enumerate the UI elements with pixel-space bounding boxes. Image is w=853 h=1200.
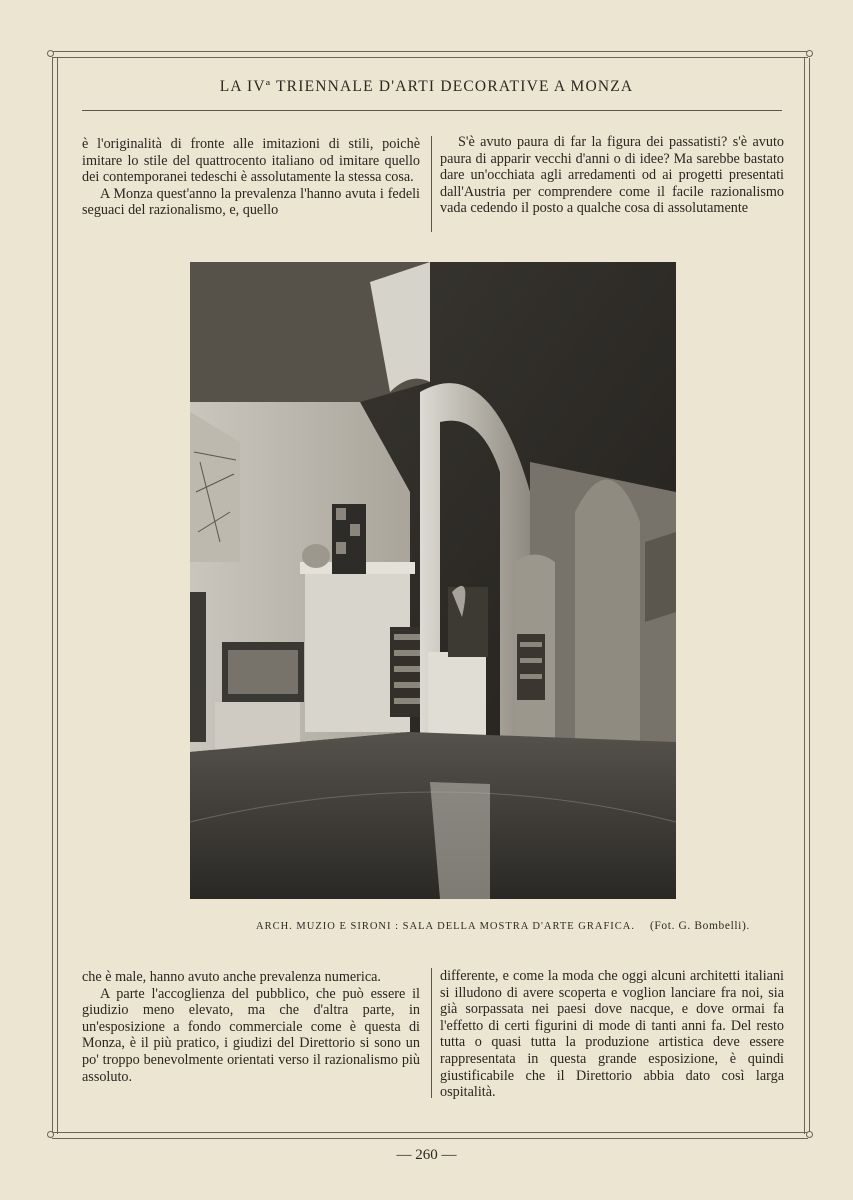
exhibition-photograph — [190, 262, 676, 899]
paragraph: A parte l'accoglienza del pubblico, che può essere il giudizio meno elevato, ma che d'altra parte, in un'esposizione a fondo commerciale come è questa di Monza, è il più pratico, i giudizi del Direttorio si sono un po' troppo benevolmente orientati verso il razionalismo più assoluto. — [82, 985, 420, 1085]
top-right-column — [440, 134, 784, 217]
figure-caption — [256, 921, 776, 932]
column-divider — [431, 136, 432, 232]
bottom-left-column — [82, 969, 420, 1085]
corner-ornament — [47, 50, 54, 57]
paragraph: S'è avuto paura di far la figura dei passatisti? s'è avuto paura di apparir vecchi d'anni o di idee? Ma sarebbe bastato dare un'occhiata agli arredamenti od ai progetti presentati dall'Austria per comprendere come il facile razionalismo vada cedendo il posto a qualche cosa di assolutamente — [440, 134, 784, 217]
caption-text: ARCH. MUZIO E SIRONI : SALA DELLA MOSTRA D'ARTE GRAFICA. — [256, 921, 635, 932]
top-left-column — [82, 136, 420, 219]
frame-top-rule — [52, 51, 808, 58]
corner-ornament — [47, 1131, 54, 1138]
corner-ornament — [806, 50, 813, 57]
frame-bottom-rule — [52, 1132, 808, 1139]
paragraph: è l'originalità di fronte alle imitazioni di stili, poichè imitare lo stile del quattrocento italiano od imitare quello dei contemporanei tedeschi è assolutamente la stessa cosa. — [82, 136, 420, 186]
page-number: — 260 — — [396, 1147, 457, 1163]
running-header: LA IVª TRIENNALE D'ARTI DECORATIVE A MONZA — [219, 78, 634, 95]
bottom-right-column — [440, 968, 784, 1101]
photo-illustration — [190, 262, 676, 899]
photo-credit: (Fot. G. Bombelli). — [650, 920, 750, 932]
frame-right-rule — [804, 58, 810, 1134]
frame-left-rule — [52, 58, 58, 1134]
corner-ornament — [806, 1131, 813, 1138]
column-divider — [431, 968, 432, 1098]
paragraph: differente, e come la moda che oggi alcuni architetti italiani si illudono di avere scoperta e voglion lanciare fra noi, sia già sorpassata nei paesi dove nacque, e dove ormai fa l'effetto di certi figurini di mode di tanti anni fa. Del resto tutta o quasi tutta la produzione artistica deve essere rappresentata in questa grande esposizione, è quindi giustificabile che il Direttorio abbia dato così larga ospitalità. — [440, 968, 784, 1101]
paragraph: A Monza quest'anno la prevalenza l'hanno avuta i fedeli seguaci del razionalismo, e, quello — [82, 185, 420, 219]
paragraph: che è male, hanno avuto anche prevalenza numerica. — [82, 969, 381, 985]
header-rule — [82, 110, 782, 111]
